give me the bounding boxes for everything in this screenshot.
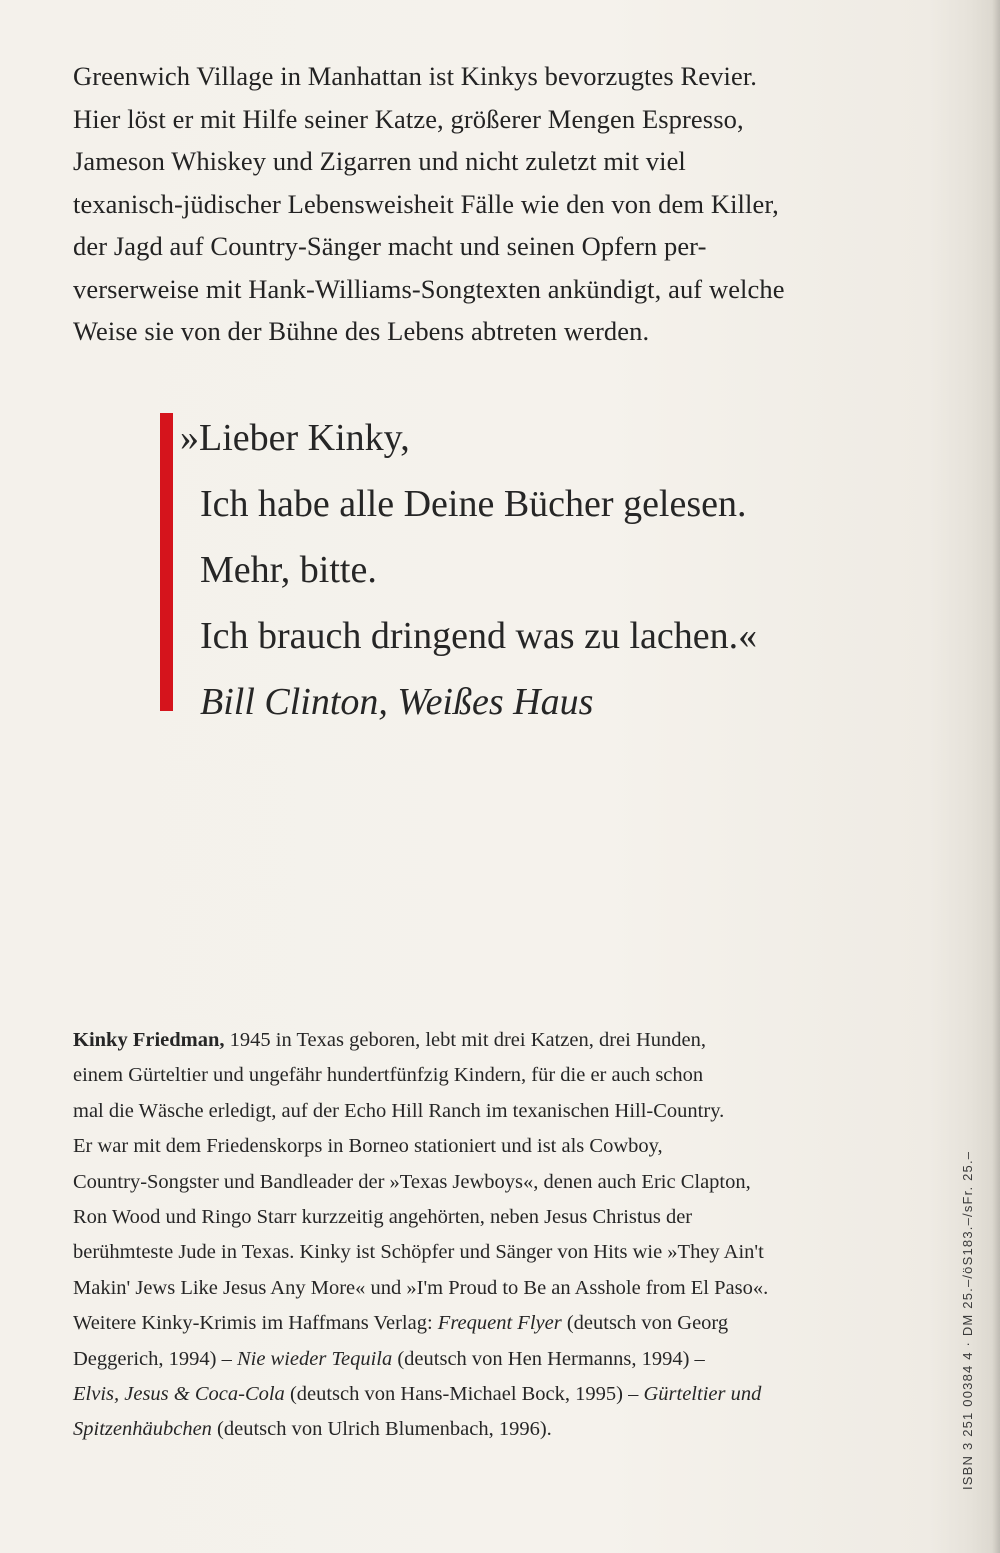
quote-line: »Lieber Kinky, [180, 417, 410, 459]
author-bio [73, 1023, 933, 1448]
bio-text: Weitere Kinky-Krimis im Haffmans Verlag: [73, 1312, 438, 1335]
quote-text [180, 405, 757, 735]
book-title: Nie wieder Tequila [236, 1347, 393, 1370]
blurb-line: Jameson Whiskey und Zigarren und nicht zuletzt mit viel [73, 146, 686, 176]
quote-line: Mehr, bitte. [200, 549, 377, 591]
book-title: Frequent Flyer [437, 1312, 562, 1335]
book-title: Elvis, Jesus & Coca-Cola [73, 1383, 285, 1406]
bio-line [73, 1412, 933, 1447]
blurb-line: texanisch-jüdischer Lebensweisheit Fälle wie den von dem Killer, [73, 188, 779, 219]
blurb-line: Greenwich Village in Manhattan ist Kinkys bevorzugtes Revier. [73, 61, 758, 91]
bio-line [73, 1377, 933, 1412]
quote-accent-bar [160, 413, 173, 711]
bio-line [73, 1342, 933, 1377]
blurb-paragraph [73, 55, 933, 353]
bio-line: mal die Wäsche erledigt, auf der Echo Hill Ranch im texanischen Hill-Country. [73, 1099, 725, 1122]
book-title: Spitzenhäubchen [73, 1418, 212, 1441]
quote-line: Ich brauch dringend was zu lachen.« [200, 615, 758, 657]
blurb-line: Weise sie von der Bühne des Lebens abtreten werden. [73, 316, 650, 346]
bio-line: Ron Wood und Ringo Starr kurzzeitig angehörten, neben Jesus Christus der [73, 1206, 693, 1229]
bio-line [73, 1306, 933, 1341]
bio-line: einem Gürteltier und ungefähr hundertfünfzig Kindern, für die er auch schon [73, 1064, 704, 1087]
book-title: Gürteltier und [643, 1383, 762, 1406]
bio-line: berühmteste Jude in Texas. Kinky ist Schöpfer und Sänger von Hits wie »They Ain't [73, 1241, 764, 1264]
bio-text: (deutsch von Ulrich Blumenbach, 1996). [211, 1418, 552, 1441]
blurb-line: der Jagd auf Country-Sänger macht und seinen Opfern per- [73, 231, 707, 261]
author-name: Kinky Friedman, [73, 1029, 225, 1051]
bio-text: 1945 in Texas geboren, lebt mit drei Katzen, drei Hunden, [224, 1029, 707, 1051]
bio-text: (deutsch von Georg [561, 1312, 729, 1335]
bio-text: (deutsch von Hans-Michael Bock, 1995) – [284, 1383, 644, 1406]
bio-text: Deggerich, 1994) – [73, 1347, 237, 1370]
bio-line: Er war mit dem Friedenskorps in Borneo stationiert und ist als Cowboy, [73, 1135, 663, 1158]
page-edge-shadow [992, 0, 1000, 1553]
blurb-line: Hier löst er mit Hilfe seiner Katze, größerer Mengen Espresso, [73, 103, 744, 134]
isbn-price-line: ISBN 3 251 00384 4 · DM 25.–/öS183.–/sFr. 25.– [960, 1150, 975, 1490]
bio-line: Country-Songster und Bandleader der »Texas Jewboys«, denen auch Eric Clapton, [73, 1170, 751, 1193]
quote-line: Ich habe alle Deine Bücher gelesen. [200, 483, 747, 525]
bio-line: Makin' Jews Like Jesus Any More« und »I'm Proud to Be an Asshole from El Paso«. [73, 1276, 769, 1299]
testimonial-quote [160, 405, 880, 723]
bio-line [73, 1023, 933, 1058]
quote-attribution: Bill Clinton, Weißes Haus [200, 681, 594, 723]
blurb-line: verserweise mit Hank-Williams-Songtexten ankündigt, auf welche [73, 273, 785, 304]
bio-text: (deutsch von Hen Hermanns, 1994) – [392, 1347, 705, 1370]
